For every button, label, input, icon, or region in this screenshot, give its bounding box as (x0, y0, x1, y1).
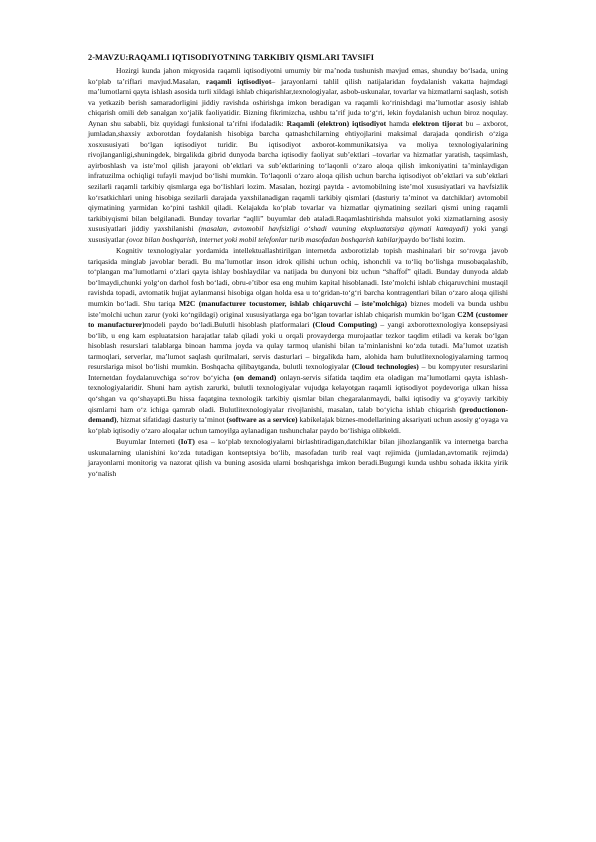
text-run: biznes modeli va bunda ushbu iste’molchi uchun zarur (yoki ko‘ngildagi) original xususiyatlarga ega bo‘lgan tovarlar ishlab chiqarish mumkin bo‘lgan (88, 299, 508, 319)
text-run: Kognitiv texnologiyalar yordamida intellektuallashtirilgan internetda axborotizlab topish mashinalari bir so‘rovga javob tariqasida minglab javoblar beradi. Bu ma’lumotlar inson idrok qilishi uchun ochiq, ishonchli va to‘liq bo‘lishga musobaqalashib, to‘plangan ma’lumotlarni o‘zlari qayta ishlay boshlaydilar va natijada bu dunyoni biz uchun “shaffof” qiladi. Bunday dunyoda aldab bo‘lmaydi,chunki yolg‘on darhol fosh bo‘ladi, obru-e’tibor esa eng muhim kapital hisoblanadi. Iste’molchi ishlab chiqaruvchini mustaqil ravishda topadi, avtomatik hujjat aylanmansi hisobiga olgan holda esa u to‘gridan-to‘g‘ri barcha kontragentlari bilan o‘zaro aloqa qilishi mumkin bo‘ladi. Shu tariqa (88, 246, 508, 309)
text-run: kabikelajak biznes-modellarining aksariyati uchun asosiy g‘oyaga va ko‘plab iqtisodiy o‘zaro aloqalar uchun tamoyilga aylanadigan tushunchalar paydo bo‘lishiga olibkeldi. (88, 415, 508, 435)
bold-term: elektron tijorat (412, 118, 463, 128)
paragraph-digital-economy (88, 66, 508, 245)
bold-term: (on demand) (233, 372, 277, 382)
text-run: paydo bo‘lishi lozim. (400, 234, 466, 244)
text-run: , hizmat sifatidagi dasturiy ta’minot (116, 415, 227, 425)
text-run: onlayn-servis sifatida taqdim eta oladigan ma’lumotlarni qayta ishlash-texnologiyalaridir. Shuni ham aytish zarurki, bulutli texnologiyalar vujudga kelayotgan raqamli iqtisodiyot poydevoriga ulkan hissa qo‘shgan va qo‘shayapti.Bu hissa faqatgina texnologik tarkibiy qismlar bilan chegaralanmaydi, balki iqtisodiy va g‘oyaviy tarkibiy qismlarni ham o‘z ichiga qamrab oladi. Bulutlitexnologiyalar rivojlanishi, masalan, talab bo‘yicha ishlab chiqarish (88, 372, 508, 414)
bold-term: (Cloud technologies) (351, 362, 419, 372)
italic-text: (ovoz bilan boshqarish, internet yoki mobil telefonlar turib masofadan boshqarish kabilar) (126, 234, 401, 244)
bold-term: (IoT) (178, 437, 195, 447)
bold-term: raqamli iqtisodiyot (205, 76, 272, 86)
bold-term: (software as a service) (226, 415, 298, 425)
text-run: Hozirgi kunda jahon miqyosida raqamli iqtisodiyotni umumiy bir ma’noda tushunish mavjud emas, shunday bo‘lsada, uning ko‘plab ta’riflari mavjud.Masalan, (88, 66, 508, 86)
paragraph-internet-of-things (88, 437, 508, 479)
text-run: modeli paydo bo‘ladi.Bulutli hisoblash platformalari (144, 320, 313, 330)
text-run: bu – axborot, jumladan,shaxsiy axborotdan foydalanish hisobiga barcha qatnashchilarning ehtiyojlarini maksimal darajada qondirish o‘ziga xosxususiyati bo‘lgan iqtisodiyot turidir. Bu iqtisodiyot axborot-kommunikatsiya va moliya texnologiyalarining rivojlanganligi,shuningdek, birgalikda gibrid dunyoda barcha iqtisodiy faoliyat sub’ektlari –tovarlar va hizmatlar yaratish, taqsimlash, ayirboshlash va iste’mol qilish jarayoni ob’ektlari va sub’ektlarining to‘laqonli o‘zaro aloqa qilish imkoniyatini ta’minlaydigan infratuzilma ochiqligi tufayli mavjud bo‘lishi mumkin. To‘laqonli o‘zaro aloqa qilish uchun barcha iqtisodiyot ob’ektlari va sub’ektlari sezilarli raqamli tarkibiy qismlarga ega bo‘lishlari lozim. Masalan, hozirgi paytda - avtomobilning iste’mol xususiyatlari va havfsizlik ko‘rsatkichlari uning hisobiga sezilarli darajada yaxshilanadigan raqamli tarkibiy qismlari (dasturiy ta’minot va datchiklar) avtomobil qiymatining yarmidan ko‘pini tashkil qiladi. Kelajakda ko‘plab tovarlar va hizmatlar qiymatining sezilari qismi uning raqamli tarkibiyqismi bilan belgilanadi. Bunday tovarlar “aqlli” buyumlar deb ataladi.Raqamlashtirishda mahsulot yoki xizmatlarning asosiy xususiyatlari jiddiy yaxshilanishi (88, 118, 509, 234)
text-run: hamda (386, 118, 413, 128)
section-heading: 2-MAVZU:RAQAMLI IQTISODIYOTNING TARKIBIY QISMLARI TAVSIFI (88, 53, 375, 62)
text-run: esa – ko‘plab texnologiyalarni birlashtiradigan,datchiklar bilan jihozlanganlik va internetga barcha uskunalarning ulanishini ko‘zda tutadigan kontseptsiya bo‘lib, masofadan turib real vaqt rejimida (jumladan,avtomatik rejimda) jarayonlarni monitorig va nazorat qilish va buning asosida ularni boshqarishga imkon beradi.Bugungi kunda ushbu sohada ikkita yirik yo‘nalish (88, 437, 508, 478)
text-run: yoki yangi xususiyatlar (88, 224, 508, 244)
italic-text: (masalan, avtomobil havfsizligi o‘shadi vauning ekspluatatsiya qiymati kamayadi) (198, 224, 469, 234)
text-run: – yangi axborottexnologiya konsepsiyasi bo‘lib, u eng kam espluatatsion harajatlar talab qiladi yoki u orqali provayderga murojaatlar tezkor taqdim etiladi va kerak bo‘lgan hisoblash resurslari talablarga binoan hamma joyda va qulay tarmoq ulanishi bilan ta’minlanishni ko‘zda tutadi. Ma’lumot uzatish tarmoqlari, serverlar, ma’lumot saqlash qurilmalari, servis dasturlari – birgalikda ham, alohida ham bulutlitexnologiyalarning tarmoq resurslariga misol bo‘lishi mumkin. Boshqacha qilibaytganda, bulutli texnologiyalar (88, 320, 508, 372)
bold-term: C2M (customer to manufacturer) (88, 309, 508, 330)
text-run: – bu kompyuter resurslarini Internetdan foydalanuvchiga so‘rov bo‘yicha (88, 362, 508, 382)
paragraph-cognitive-technologies (88, 246, 508, 436)
bold-term: (Cloud Computing) (312, 320, 378, 330)
bold-term: Raqamli (elektron) iqtisodiyot (286, 118, 387, 128)
bold-term: M2C (manufacturer tocustomer, ishlab chiqaruvchi – iste’molchiga) (179, 299, 408, 309)
text-run: Buyumlar Interneti (116, 437, 179, 447)
text-run: – jarayonlarni tahlil qilish natijalaridan foydalanish vakatta hajmdagi ma’lumotlarni qayta ishlash asosida turli xildagi ishlab chiqarishlar,texnologiyalar, asbob-uskunalar, tovarlar va hizmatlarni saqlash, sotish va yetkazib berish samaradorligini jiddiy ravishda oshirishga imkon beradigan va raqamli ko‘rinishdagi ma’lumotlar asosiy ishlab chiqarish omili deb sanalgan xo‘jalik faoliyatidir. Bizning fikrimizcha, ushbu ta’rif juda to‘g‘ri, lekin foydalanish uchun biroz noqulay. Aynan shu sababli, biz quyidagi funksional ta’rifni ifodaladik: (88, 76, 508, 128)
bold-term: (productionon-demand) (88, 404, 508, 425)
